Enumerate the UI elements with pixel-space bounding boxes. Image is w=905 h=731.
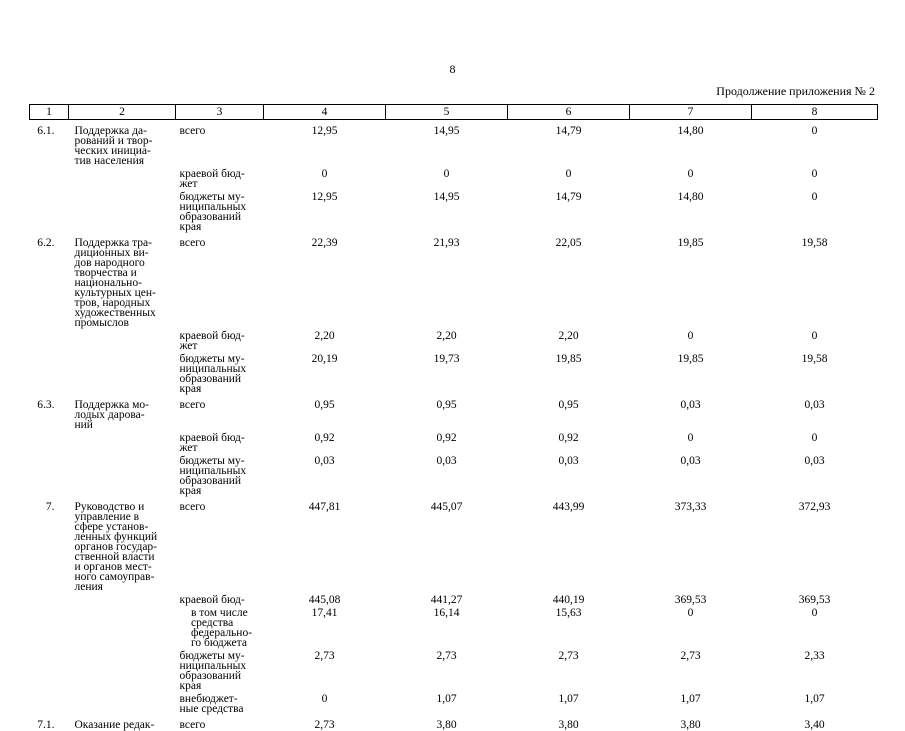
column-header: 2 xyxy=(69,105,176,120)
value-cell: 3,80 xyxy=(558,719,579,731)
table-row xyxy=(30,691,878,714)
value-cell: 0 xyxy=(811,432,818,444)
funding-source: всего xyxy=(179,125,206,137)
row-name: Руководство и управление в сфере установ- ленных функций органов государ- ственной власти и органов мест- ного самоуправ- ления xyxy=(74,501,158,593)
appendix-caption: Продолжение приложения № 2 xyxy=(716,84,875,98)
table-row xyxy=(30,166,878,189)
row-number xyxy=(30,430,69,453)
column-header: 3 xyxy=(176,105,264,120)
table-row xyxy=(30,120,878,167)
value-cell: 19,85 xyxy=(677,237,704,249)
table-row xyxy=(30,496,878,592)
funding-source: всего xyxy=(179,237,206,249)
value-cell: 19,58 xyxy=(801,237,828,249)
value-cell: 0,03 xyxy=(804,455,825,467)
value-cell: 2,73 xyxy=(680,650,701,662)
value-cell: 2,33 xyxy=(804,650,825,662)
value-cell: 1,07 xyxy=(558,693,579,705)
funding-source: бюджеты му- ниципальных образований края xyxy=(179,650,247,692)
value-cell: 0 xyxy=(811,607,818,619)
value-cell: 0,03 xyxy=(436,455,457,467)
value-cell: 0,95 xyxy=(314,399,335,411)
column-header: 4 xyxy=(264,105,386,120)
value-cell: 0 xyxy=(565,168,572,180)
value-cell: 14,79 xyxy=(555,125,582,137)
row-name xyxy=(69,189,176,232)
row-name xyxy=(69,430,176,453)
row-number: 6.2. xyxy=(37,237,55,249)
value-cell: 1,07 xyxy=(804,693,825,705)
value-cell: 0,95 xyxy=(436,399,457,411)
value-cell: 372,93 xyxy=(798,501,831,513)
value-cell: 14,80 xyxy=(677,125,704,137)
value-cell: 20,19 xyxy=(311,353,338,365)
column-header: 6 xyxy=(508,105,630,120)
value-cell: 19,58 xyxy=(801,353,828,365)
funding-source: бюджеты му- ниципальных образований края xyxy=(179,455,247,497)
value-cell: 0,03 xyxy=(804,399,825,411)
row-number: 7.1. xyxy=(37,719,55,731)
column-number-header xyxy=(30,105,878,120)
value-cell: 3,40 xyxy=(804,719,825,731)
value-cell: 443,99 xyxy=(552,501,585,513)
row-name xyxy=(69,592,176,605)
funding-source: всего xyxy=(179,399,206,411)
funding-source: краевой бюд- жет xyxy=(179,432,245,454)
row-number xyxy=(30,189,69,232)
row-name: Поддержка мо- лодых дарова- ний xyxy=(74,399,149,431)
row-number xyxy=(30,351,69,394)
row-number: 6.1. xyxy=(37,125,55,137)
row-name xyxy=(69,328,176,351)
value-cell: 14,80 xyxy=(677,191,704,203)
value-cell: 441,27 xyxy=(430,594,463,606)
value-cell: 1,07 xyxy=(436,693,457,705)
value-cell: 445,07 xyxy=(430,501,463,513)
value-cell: 2,73 xyxy=(314,650,335,662)
value-cell: 14,95 xyxy=(433,191,460,203)
funding-source: всего xyxy=(179,501,206,513)
value-cell: 2,20 xyxy=(558,330,579,342)
value-cell: 369,53 xyxy=(674,594,707,606)
row-number: 6.3. xyxy=(37,399,55,411)
value-cell: 19,85 xyxy=(677,353,704,365)
funding-source: бюджеты му- ниципальных образований края xyxy=(179,191,247,233)
funding-source: краевой бюд- xyxy=(179,594,245,606)
value-cell: 14,95 xyxy=(433,125,460,137)
column-header: 8 xyxy=(752,105,878,120)
table-row xyxy=(30,714,878,730)
value-cell: 0,95 xyxy=(558,399,579,411)
value-cell: 1,07 xyxy=(680,693,701,705)
row-name: Поддержка да- рований и твор- ческих инициа- тив населения xyxy=(74,125,153,167)
value-cell: 22,39 xyxy=(311,237,338,249)
funding-source: в том числе средства федерально- го бюджета xyxy=(179,607,253,649)
value-cell: 447,81 xyxy=(308,501,341,513)
value-cell: 0,03 xyxy=(558,455,579,467)
value-cell: 0 xyxy=(811,330,818,342)
row-name: Поддержка тра- диционных ви- дов народного творчества и национально- культурных цен- тров, народных художественных промыслов xyxy=(74,237,156,329)
row-number xyxy=(30,648,69,691)
table-row xyxy=(30,394,878,430)
value-cell: 0 xyxy=(811,191,818,203)
value-cell: 0 xyxy=(321,693,328,705)
value-cell: 0,03 xyxy=(680,455,701,467)
row-name xyxy=(69,691,176,714)
row-number xyxy=(30,691,69,714)
row-name xyxy=(69,351,176,394)
value-cell: 0 xyxy=(321,168,328,180)
value-cell: 2,20 xyxy=(436,330,457,342)
row-name xyxy=(69,166,176,189)
value-cell: 0,92 xyxy=(558,432,579,444)
value-cell: 15,63 xyxy=(555,607,582,619)
funding-source: краевой бюд- жет xyxy=(179,330,245,352)
value-cell: 2,73 xyxy=(436,650,457,662)
value-cell: 14,79 xyxy=(555,191,582,203)
row-name xyxy=(69,453,176,496)
table-row xyxy=(30,648,878,691)
table-row xyxy=(30,232,878,328)
table-row xyxy=(30,189,878,232)
value-cell: 0,03 xyxy=(314,455,335,467)
value-cell: 0 xyxy=(687,432,694,444)
row-number xyxy=(30,328,69,351)
value-cell: 0 xyxy=(687,330,694,342)
value-cell: 2,20 xyxy=(314,330,335,342)
table-row xyxy=(30,351,878,394)
column-header: 5 xyxy=(386,105,508,120)
table-row xyxy=(30,328,878,351)
value-cell: 0 xyxy=(811,168,818,180)
funding-source: бюджеты му- ниципальных образований края xyxy=(179,353,247,395)
row-number xyxy=(30,592,69,605)
value-cell: 0 xyxy=(811,125,818,137)
value-cell: 3,80 xyxy=(680,719,701,731)
table-row xyxy=(30,453,878,496)
row-name xyxy=(69,648,176,691)
value-cell: 12,95 xyxy=(311,191,338,203)
value-cell: 16,14 xyxy=(433,607,460,619)
value-cell: 445,08 xyxy=(308,594,341,606)
value-cell: 2,73 xyxy=(314,719,335,731)
row-number xyxy=(30,605,69,648)
table-body xyxy=(30,120,878,731)
row-number: 7. xyxy=(45,501,55,513)
value-cell: 440,19 xyxy=(552,594,585,606)
column-header: 7 xyxy=(630,105,752,120)
value-cell: 0,03 xyxy=(680,399,701,411)
budget-table xyxy=(29,104,878,730)
value-cell: 0,92 xyxy=(436,432,457,444)
row-name xyxy=(69,605,176,648)
value-cell: 19,73 xyxy=(433,353,460,365)
value-cell: 0,92 xyxy=(314,432,335,444)
value-cell: 3,80 xyxy=(436,719,457,731)
page-number: 8 xyxy=(449,62,456,76)
table-row xyxy=(30,430,878,453)
value-cell: 19,85 xyxy=(555,353,582,365)
value-cell: 373,33 xyxy=(674,501,707,513)
value-cell: 17,41 xyxy=(311,607,338,619)
row-number xyxy=(30,166,69,189)
row-name: Оказание редак- xyxy=(74,719,155,731)
value-cell: 12,95 xyxy=(311,125,338,137)
table-row xyxy=(30,605,878,648)
value-cell: 21,93 xyxy=(433,237,460,249)
funding-source: краевой бюд- жет xyxy=(179,168,245,190)
value-cell: 369,53 xyxy=(798,594,831,606)
value-cell: 22,05 xyxy=(555,237,582,249)
funding-source: внебюджет- ные средства xyxy=(179,693,244,715)
value-cell: 0 xyxy=(687,607,694,619)
value-cell: 0 xyxy=(443,168,450,180)
row-number xyxy=(30,453,69,496)
table-row xyxy=(30,592,878,605)
value-cell: 2,73 xyxy=(558,650,579,662)
funding-source: всего xyxy=(179,719,206,731)
column-header: 1 xyxy=(30,105,69,120)
value-cell: 0 xyxy=(687,168,694,180)
